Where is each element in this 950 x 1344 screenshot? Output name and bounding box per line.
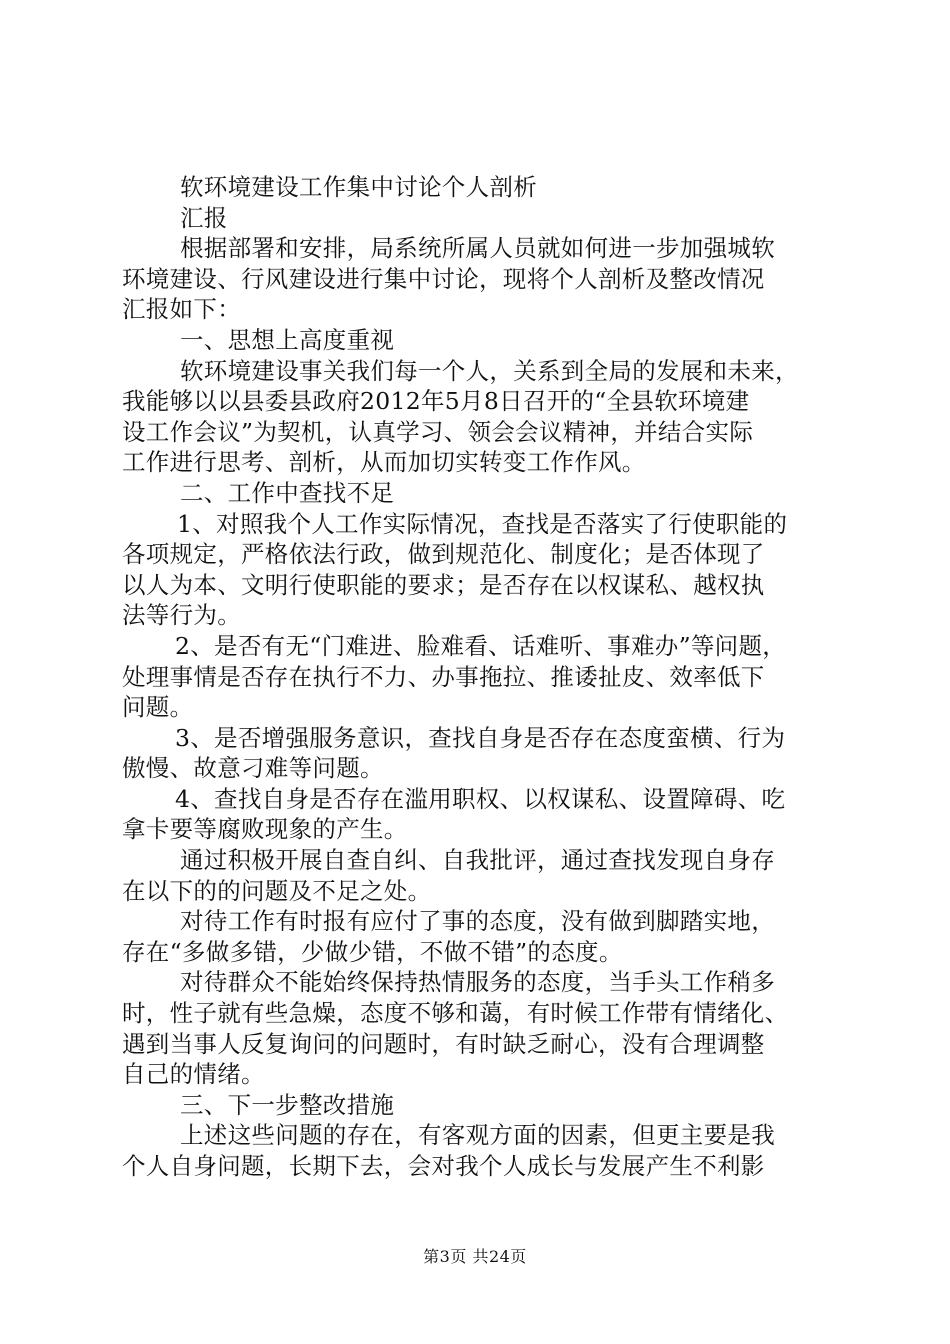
document-body <box>122 172 832 1182</box>
paragraph-line: 1、对照我个人工作实际情况，查找是否落实了行使职能的 <box>177 509 788 538</box>
paragraph-line: 遇到当事人反复询问的问题时，有时缺乏耐心，没有合理调整 <box>122 1029 765 1058</box>
paragraph-line: 以人为本、文明行使职能的要求；是否存在以权谋私、越权执 <box>122 570 765 599</box>
paragraph-line: 对待群众不能始终保持热情服务的态度，当手头工作稍多 <box>180 968 775 997</box>
document-title-line: 软环境建设工作集中讨论个人剖析 <box>180 173 537 201</box>
paragraph-line: 上述这些问题的存在，有客观方面的因素，但更主要是我 <box>180 1121 775 1150</box>
paragraph-line: 拿卡要等腐败现象的产生。 <box>122 815 408 844</box>
section-heading: 三、下一步整改措施 <box>180 1090 395 1119</box>
paragraph-line: 自己的情绪。 <box>122 1060 265 1089</box>
paragraph-line: 对待工作有时报有应付了事的态度，没有做到脚踏实地， <box>180 907 775 936</box>
paragraph-line: 法等行为。 <box>122 601 241 630</box>
section-heading: 一、思想上高度重视 <box>180 325 395 354</box>
page-number-label: 第3页 共24页 <box>423 1247 527 1266</box>
paragraph-line: 环境建设、行风建设进行集中讨论，现将个人剖析及整改情况 <box>122 264 765 293</box>
paragraph-line: 问题。 <box>122 693 194 722</box>
page-footer <box>0 1244 950 1267</box>
paragraph-line: 通过积极开展自查自纠、自我批评，通过查找发现自身存 <box>180 846 775 875</box>
document-title-line: 汇报 <box>180 203 228 232</box>
paragraph-line: 傲慢、故意刁难等问题。 <box>122 754 384 783</box>
section-heading: 二、工作中查找不足 <box>180 478 395 507</box>
paragraph-line: 各项规定，严格依法行政，做到规范化、制度化；是否体现了 <box>122 540 765 569</box>
paragraph-line: 在以下的的问题及不足之处。 <box>122 876 432 905</box>
paragraph-line: 根据部署和安排，局系统所属人员就如何进一步加强城软 <box>180 234 775 263</box>
paragraph-line: 存在“多做多错，少做少错，不做不错”的态度。 <box>122 937 623 966</box>
paragraph-line: 2、是否有无“门难进、脸难看、话难听、事难办”等问题， <box>175 631 787 660</box>
paragraph-line: 我能够以以县委县政府2012年5月8日召开的“全县软环境建 <box>122 387 750 416</box>
paragraph-line: 处理事情是否存在执行不力、办事拖拉、推诿扯皮、效率低下 <box>122 662 765 691</box>
paragraph-line: 个人自身问题，长期下去，会对我个人成长与发展产生不利影 <box>122 1152 765 1180</box>
paragraph-line: 工作进行思考、剖析，从而加切实转变工作作风。 <box>122 448 646 477</box>
paragraph-line: 4、查找自身是否存在滥用职权、以权谋私、设置障碍、吃 <box>175 784 786 813</box>
paragraph-line: 汇报如下： <box>122 295 241 324</box>
paragraph-line: 设工作会议”为契机，认真学习、领会会议精神，并结合实际 <box>122 417 754 446</box>
paragraph-line: 时，性子就有些急燥，态度不够和蔼，有时候工作带有情绪化、 <box>122 999 789 1028</box>
paragraph-line: 3、是否增强服务意识，查找自身是否存在态度蛮横、行为 <box>175 723 786 752</box>
paragraph-line: 软环境建设事关我们每一个人，关系到全局的发展和未来， <box>180 356 799 385</box>
